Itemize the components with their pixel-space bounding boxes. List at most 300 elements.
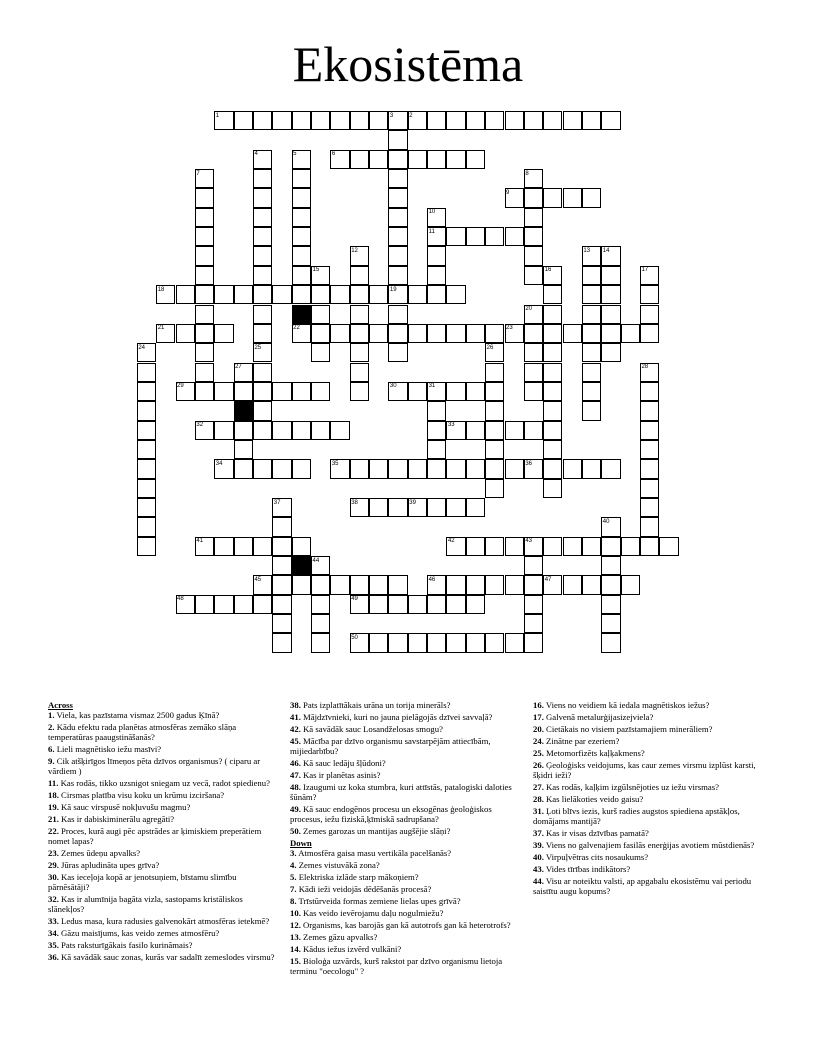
grid-cell[interactable] [543, 421, 562, 440]
grid-cell[interactable] [195, 208, 214, 227]
grid-cell[interactable] [311, 343, 330, 362]
grid-cell[interactable] [601, 305, 620, 324]
grid-cell[interactable] [176, 285, 195, 304]
grid-cell[interactable] [466, 537, 485, 556]
grid-cell[interactable] [446, 111, 465, 130]
grid-cell[interactable] [524, 382, 543, 401]
grid-cell[interactable] [524, 421, 543, 440]
grid-cell[interactable] [350, 111, 369, 130]
grid-cell[interactable] [388, 459, 407, 478]
grid-cell[interactable] [466, 382, 485, 401]
grid-cell[interactable] [524, 208, 543, 227]
grid-cell[interactable] [272, 556, 291, 575]
clue-number: 41 [196, 538, 204, 545]
grid-cell[interactable] [292, 188, 311, 207]
grid-cell[interactable] [137, 421, 156, 440]
grid-cell[interactable] [524, 246, 543, 265]
grid-cell[interactable] [234, 111, 253, 130]
grid-cell[interactable] [524, 188, 543, 207]
grid-cell[interactable] [311, 382, 330, 401]
grid-cell[interactable] [640, 440, 659, 459]
grid-cell[interactable] [388, 227, 407, 246]
grid-cell[interactable] [582, 324, 601, 343]
grid-cell[interactable] [330, 285, 349, 304]
grid-cell[interactable] [214, 595, 233, 614]
grid-cell[interactable] [524, 556, 543, 575]
clue-number: 35 [331, 460, 339, 467]
clue-number-label: 4. [290, 860, 297, 870]
grid-cell[interactable] [505, 421, 524, 440]
grid-cell[interactable] [272, 382, 291, 401]
grid-cell[interactable] [446, 382, 465, 401]
grid-cell[interactable] [582, 363, 601, 382]
grid-cell[interactable] [543, 363, 562, 382]
grid-cell[interactable] [640, 285, 659, 304]
grid-cell[interactable] [272, 111, 291, 130]
grid-cell[interactable] [311, 421, 330, 440]
grid-cell[interactable] [563, 575, 582, 594]
grid-cell[interactable] [466, 150, 485, 169]
clue-number: 30 [389, 383, 397, 390]
grid-cell[interactable] [234, 440, 253, 459]
grid-cell[interactable] [466, 324, 485, 343]
grid-cell[interactable] [272, 633, 291, 652]
grid-cell[interactable] [543, 479, 562, 498]
grid-cell[interactable] [427, 401, 446, 420]
grid-cell[interactable] [543, 188, 562, 207]
grid-cell[interactable] [582, 111, 601, 130]
grid-cell[interactable] [330, 111, 349, 130]
grid-cell[interactable] [601, 556, 620, 575]
grid-cell[interactable] [234, 285, 253, 304]
grid-cell[interactable] [640, 517, 659, 536]
grid-cell[interactable] [621, 537, 640, 556]
clue-number: 19 [389, 286, 397, 293]
grid-cell[interactable] [137, 459, 156, 478]
grid-cell[interactable] [292, 227, 311, 246]
grid-cell[interactable] [388, 498, 407, 517]
grid-cell[interactable] [388, 266, 407, 285]
across-clue [290, 724, 516, 734]
grid-cell[interactable] [388, 169, 407, 188]
clue-text: Kā sauc ledāju šļūdoni? [300, 758, 386, 768]
grid-cell[interactable] [137, 401, 156, 420]
clue-number-label: 14. [290, 944, 301, 954]
grid-cell[interactable] [272, 575, 291, 594]
grid-cell[interactable] [311, 285, 330, 304]
grid-cell[interactable] [601, 324, 620, 343]
grid-cell[interactable] [582, 188, 601, 207]
grid-cell[interactable] [621, 575, 640, 594]
clue-number: 24 [138, 344, 146, 351]
grid-cell[interactable] [195, 246, 214, 265]
grid-cell[interactable] [563, 324, 582, 343]
grid-cell[interactable] [214, 537, 233, 556]
grid-cell[interactable] [369, 498, 388, 517]
grid-cell[interactable] [369, 285, 388, 304]
grid-cell[interactable] [427, 498, 446, 517]
grid-cell[interactable] [350, 324, 369, 343]
down-clue [290, 932, 516, 942]
grid-cell[interactable] [214, 421, 233, 440]
grid-cell[interactable] [253, 169, 272, 188]
grid-cell[interactable] [427, 459, 446, 478]
grid-cell[interactable] [369, 633, 388, 652]
grid-cell[interactable] [446, 459, 465, 478]
grid-cell[interactable] [408, 324, 427, 343]
grid-cell[interactable] [195, 595, 214, 614]
grid-cell[interactable] [582, 382, 601, 401]
grid-cell[interactable] [311, 305, 330, 324]
grid-cell[interactable] [524, 575, 543, 594]
grid-cell[interactable] [195, 266, 214, 285]
grid-cell[interactable] [640, 382, 659, 401]
grid-cell[interactable] [272, 595, 291, 614]
grid-cell[interactable] [253, 363, 272, 382]
grid-cell[interactable] [292, 111, 311, 130]
grid-cell[interactable] [601, 459, 620, 478]
grid-cell[interactable] [427, 111, 446, 130]
grid-cell[interactable] [253, 266, 272, 285]
grid-cell[interactable] [582, 285, 601, 304]
grid-cell[interactable] [214, 324, 233, 343]
grid-cell[interactable] [543, 343, 562, 362]
grid-cell[interactable] [524, 633, 543, 652]
grid-cell[interactable] [388, 595, 407, 614]
grid-cell[interactable] [272, 459, 291, 478]
grid-cell[interactable] [272, 537, 291, 556]
grid-cell[interactable] [388, 324, 407, 343]
grid-cell[interactable] [582, 459, 601, 478]
grid-cell[interactable] [640, 498, 659, 517]
grid-cell[interactable] [195, 188, 214, 207]
grid-cell[interactable] [640, 421, 659, 440]
grid-cell[interactable] [350, 382, 369, 401]
grid-cell[interactable] [582, 305, 601, 324]
grid-cell[interactable] [446, 150, 465, 169]
grid-cell[interactable] [369, 111, 388, 130]
grid-cell[interactable] [543, 324, 562, 343]
grid-cell[interactable] [543, 459, 562, 478]
grid-cell[interactable] [485, 382, 504, 401]
grid-cell[interactable] [524, 614, 543, 633]
grid-cell[interactable] [427, 324, 446, 343]
grid-cell[interactable] [427, 266, 446, 285]
grid-cell[interactable] [485, 537, 504, 556]
grid-cell[interactable] [195, 343, 214, 362]
clue-text: Zinātne par ezeriem? [543, 736, 620, 746]
grid-cell[interactable] [427, 633, 446, 652]
grid-cell[interactable] [601, 595, 620, 614]
grid-cell[interactable] [137, 440, 156, 459]
clue-number: 7 [196, 170, 200, 177]
clue-text: Zemes vistuvākā zona? [296, 860, 380, 870]
grid-cell[interactable] [427, 440, 446, 459]
grid-cell[interactable] [466, 633, 485, 652]
grid-cell[interactable] [640, 459, 659, 478]
grid-cell[interactable] [330, 324, 349, 343]
grid-cell[interactable] [543, 111, 562, 130]
grid-cell[interactable] [524, 111, 543, 130]
grid-cell[interactable] [543, 401, 562, 420]
grid-cell[interactable] [446, 227, 465, 246]
grid-cell[interactable] [292, 537, 311, 556]
grid-cell[interactable] [427, 421, 446, 440]
grid-cell[interactable] [253, 305, 272, 324]
grid-cell[interactable] [350, 459, 369, 478]
grid-cell[interactable] [640, 305, 659, 324]
grid-cell[interactable] [601, 343, 620, 362]
grid-cell[interactable] [253, 208, 272, 227]
grid-cell[interactable] [369, 575, 388, 594]
grid-cell[interactable] [582, 575, 601, 594]
grid-cell[interactable] [350, 150, 369, 169]
grid-cell[interactable] [505, 227, 524, 246]
grid-cell[interactable] [466, 575, 485, 594]
grid-cell[interactable] [601, 614, 620, 633]
grid-cell[interactable] [543, 537, 562, 556]
grid-cell[interactable] [388, 343, 407, 362]
grid-cell[interactable] [292, 575, 311, 594]
grid-cell[interactable] [369, 595, 388, 614]
grid-cell[interactable] [640, 537, 659, 556]
grid-cell[interactable] [369, 324, 388, 343]
grid-cell[interactable] [505, 537, 524, 556]
grid-cell[interactable] [311, 614, 330, 633]
grid-cell[interactable] [466, 459, 485, 478]
grid-cell[interactable] [272, 517, 291, 536]
grid-cell[interactable] [621, 324, 640, 343]
grid-cell[interactable] [388, 130, 407, 149]
grid-cell[interactable] [137, 479, 156, 498]
grid-cell[interactable] [272, 421, 291, 440]
grid-cell[interactable] [195, 285, 214, 304]
grid-cell[interactable] [137, 517, 156, 536]
clue-number: 3 [389, 112, 394, 119]
grid-cell[interactable] [253, 246, 272, 265]
grid-cell[interactable] [485, 459, 504, 478]
grid-cell[interactable] [601, 111, 620, 130]
grid-cell[interactable] [137, 498, 156, 517]
grid-cell[interactable] [582, 343, 601, 362]
grid-cell[interactable] [350, 266, 369, 285]
grid-cell[interactable] [408, 382, 427, 401]
grid-cell[interactable] [253, 537, 272, 556]
grid-cell[interactable] [234, 421, 253, 440]
grid-cell[interactable] [505, 575, 524, 594]
grid-cell[interactable] [234, 595, 253, 614]
grid-cell[interactable] [543, 305, 562, 324]
grid-cell[interactable] [582, 266, 601, 285]
grid-cell[interactable] [446, 595, 465, 614]
clue-number-label: 28. [533, 794, 544, 804]
grid-cell[interactable] [388, 188, 407, 207]
clue-number-label: 5. [290, 872, 297, 882]
grid-cell[interactable] [505, 111, 524, 130]
grid-cell[interactable] [466, 227, 485, 246]
grid-cell[interactable] [253, 111, 272, 130]
grid-cell[interactable] [350, 575, 369, 594]
grid-cell[interactable] [253, 324, 272, 343]
grid-cell[interactable] [601, 285, 620, 304]
grid-cell[interactable] [543, 382, 562, 401]
grid-cell[interactable] [466, 111, 485, 130]
grid-cell[interactable] [311, 575, 330, 594]
grid-cell[interactable] [388, 633, 407, 652]
grid-cell[interactable] [408, 459, 427, 478]
grid-cell[interactable] [446, 324, 465, 343]
grid-cell[interactable] [485, 440, 504, 459]
grid-cell[interactable] [601, 575, 620, 594]
grid-cell[interactable] [485, 479, 504, 498]
grid-cell[interactable] [350, 305, 369, 324]
grid-cell[interactable] [640, 324, 659, 343]
grid-cell[interactable] [330, 421, 349, 440]
grid-cell[interactable] [350, 285, 369, 304]
grid-cell[interactable] [582, 537, 601, 556]
grid-cell[interactable] [253, 227, 272, 246]
grid-cell[interactable] [601, 537, 620, 556]
grid-cell[interactable] [253, 421, 272, 440]
grid-cell[interactable] [388, 150, 407, 169]
grid-cell[interactable] [524, 363, 543, 382]
grid-cell[interactable] [214, 382, 233, 401]
grid-cell[interactable] [388, 208, 407, 227]
clue-number-label: 32. [48, 894, 59, 904]
grid-cell[interactable] [195, 324, 214, 343]
grid-cell[interactable] [195, 382, 214, 401]
grid-cell[interactable] [466, 595, 485, 614]
grid-cell[interactable] [563, 188, 582, 207]
grid-cell[interactable] [640, 479, 659, 498]
grid-cell[interactable] [253, 595, 272, 614]
grid-cell[interactable] [563, 459, 582, 478]
grid-cell[interactable] [369, 459, 388, 478]
grid-cell[interactable] [311, 111, 330, 130]
grid-cell[interactable] [485, 363, 504, 382]
grid-cell[interactable] [311, 324, 330, 343]
grid-cell[interactable] [388, 246, 407, 265]
grid-cell[interactable] [485, 401, 504, 420]
grid-cell[interactable] [446, 633, 465, 652]
grid-cell[interactable] [427, 246, 446, 265]
grid-cell[interactable] [485, 111, 504, 130]
across-clue [48, 710, 280, 720]
grid-cell[interactable] [292, 382, 311, 401]
grid-cell[interactable] [292, 459, 311, 478]
clue-number: 6 [331, 151, 336, 158]
grid-cell[interactable] [234, 537, 253, 556]
grid-cell[interactable] [408, 150, 427, 169]
grid-cell[interactable] [234, 459, 253, 478]
grid-cell[interactable] [640, 401, 659, 420]
grid-cell[interactable] [176, 324, 195, 343]
grid-cell[interactable] [292, 285, 311, 304]
grid-cell[interactable] [408, 285, 427, 304]
grid-cell[interactable] [369, 150, 388, 169]
grid-cell[interactable] [543, 440, 562, 459]
grid-cell[interactable] [292, 169, 311, 188]
grid-cell[interactable] [137, 363, 156, 382]
clue-number-label: 42. [290, 724, 301, 734]
grid-cell[interactable] [601, 633, 620, 652]
grid-cell[interactable] [137, 382, 156, 401]
grid-cell[interactable] [350, 343, 369, 362]
grid-cell[interactable] [524, 266, 543, 285]
grid-cell[interactable] [253, 382, 272, 401]
clue-number: 22 [293, 325, 300, 332]
grid-cell[interactable] [408, 633, 427, 652]
grid-cell[interactable] [388, 575, 407, 594]
grid-cell[interactable] [524, 227, 543, 246]
down-clue [533, 736, 766, 746]
grid-cell[interactable] [253, 459, 272, 478]
grid-cell[interactable] [524, 343, 543, 362]
clue-number: 32 [196, 422, 204, 429]
grid-cell[interactable] [466, 498, 485, 517]
grid-cell[interactable] [524, 595, 543, 614]
grid-cell[interactable] [446, 575, 465, 594]
grid-cell[interactable] [350, 363, 369, 382]
grid-cell[interactable] [253, 285, 272, 304]
clue-number-label: 23. [48, 848, 59, 858]
grid-cell[interactable] [485, 575, 504, 594]
grid-cell[interactable] [505, 459, 524, 478]
grid-cell[interactable] [253, 401, 272, 420]
grid-cell[interactable] [137, 537, 156, 556]
grid-cell[interactable] [485, 633, 504, 652]
clue-text: Kas rodās, tikko uzsnigot sniegam uz vecā, radot spiedienu? [58, 778, 270, 788]
grid-cell[interactable] [234, 382, 253, 401]
grid-cell[interactable] [485, 324, 504, 343]
grid-cell[interactable] [601, 266, 620, 285]
grid-cell[interactable] [582, 401, 601, 420]
grid-cell[interactable] [292, 421, 311, 440]
grid-cell[interactable] [485, 421, 504, 440]
grid-cell[interactable] [272, 614, 291, 633]
grid-cell[interactable] [292, 266, 311, 285]
grid-cell[interactable] [485, 227, 504, 246]
grid-cell[interactable] [563, 111, 582, 130]
grid-cell[interactable] [311, 633, 330, 652]
grid-cell[interactable] [466, 421, 485, 440]
grid-cell[interactable] [195, 305, 214, 324]
grid-cell[interactable] [659, 537, 678, 556]
grid-cell[interactable] [524, 324, 543, 343]
grid-cell[interactable] [330, 575, 349, 594]
grid-cell[interactable] [446, 285, 465, 304]
grid-cell[interactable] [427, 595, 446, 614]
grid-cell[interactable] [311, 595, 330, 614]
grid-cell[interactable] [292, 246, 311, 265]
grid-cell[interactable] [446, 498, 465, 517]
grid-cell[interactable] [543, 285, 562, 304]
clue-number-label: 17. [533, 712, 544, 722]
grid-cell[interactable] [408, 595, 427, 614]
grid-cell[interactable] [214, 285, 233, 304]
grid-cell[interactable] [195, 227, 214, 246]
clue-number: 16 [544, 267, 552, 274]
grid-cell[interactable] [292, 208, 311, 227]
grid-cell[interactable] [427, 150, 446, 169]
grid-cell[interactable] [195, 363, 214, 382]
grid-cell[interactable] [505, 633, 524, 652]
grid-cell[interactable] [253, 188, 272, 207]
grid-cell[interactable] [427, 285, 446, 304]
grid-cell[interactable] [563, 537, 582, 556]
grid-cell[interactable] [388, 305, 407, 324]
grid-cell[interactable] [272, 285, 291, 304]
